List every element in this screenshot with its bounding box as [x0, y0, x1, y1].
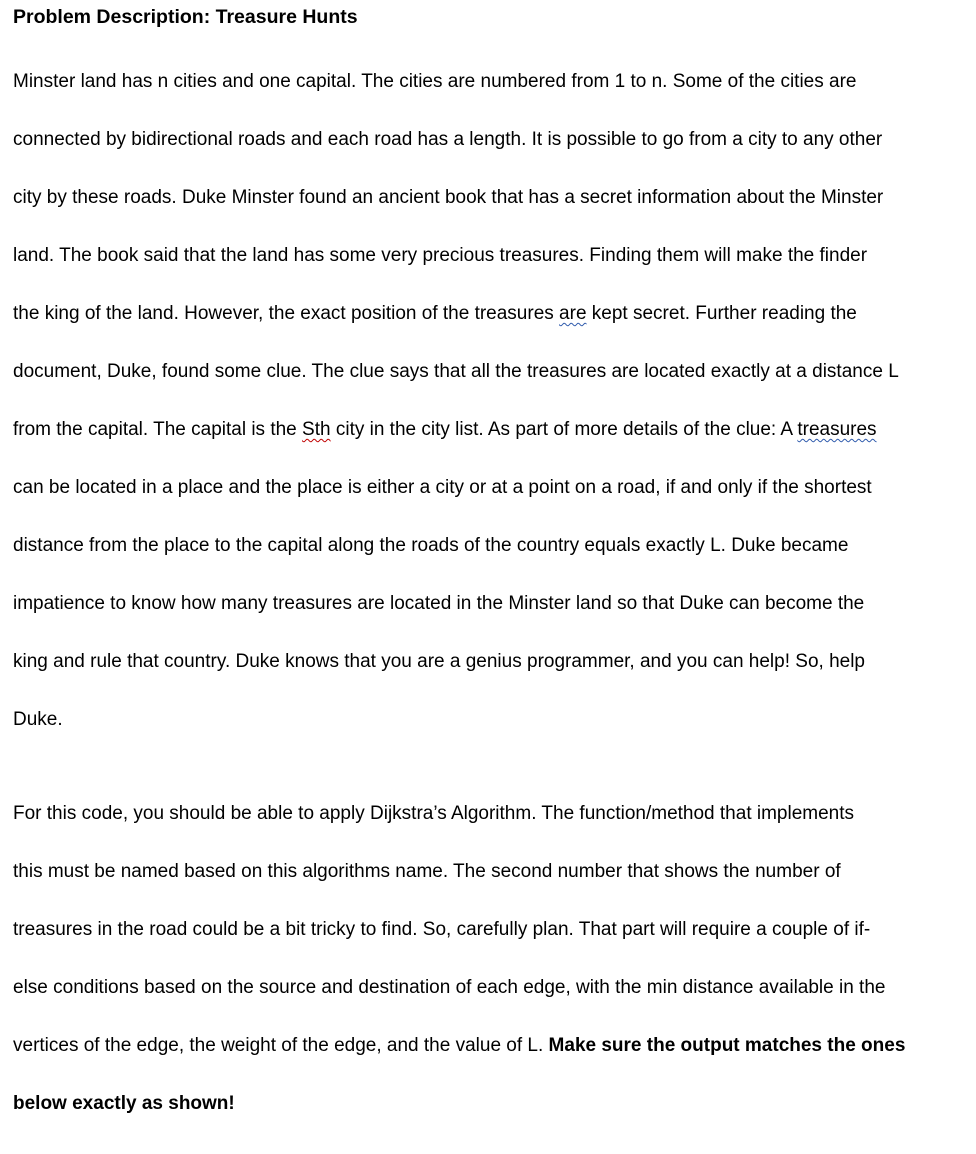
paragraph-problem-description — [13, 38, 958, 763]
text-line: land. The book said that the land has some very precious treasures. Finding them will make the finder — [13, 245, 868, 266]
text-line: treasures in the road could be a bit tricky to find. So, carefully plan. That part will require a couple of if- — [13, 919, 871, 940]
text-line: king and rule that country. Duke knows that you are a genius programmer, and you can help! So, help — [13, 651, 865, 672]
text-line: this must be named based on this algorithms name. The second number that shows the number of — [13, 861, 841, 882]
text-run: kept secret. Further reading the — [586, 303, 857, 324]
text-line: impatience to know how many treasures are located in the Minster land so that Duke can become the — [13, 593, 865, 614]
document-body — [13, 4, 958, 1154]
text-line: distance from the place to the capital along the roads of the country equals exactly L. Duke became — [13, 535, 849, 556]
text-run: vertices of the edge, the weight of the edge, and the value of L. — [13, 1035, 549, 1056]
grammar-flagged-word[interactable]: treasures — [797, 419, 877, 440]
paragraph-instructions — [13, 770, 958, 1147]
grammar-flagged-word[interactable]: are — [559, 303, 587, 324]
text-line — [13, 1089, 958, 1118]
text-run: the king of the land. However, the exact position of the treasures — [13, 303, 560, 324]
text-line: Duke. — [13, 709, 63, 730]
text-line: For this code, you should be able to apply Dijkstra’s Algorithm. The function/method that implements — [13, 803, 855, 824]
text-line: document, Duke, found some clue. The clue says that all the treasures are located exactly at a distance L — [13, 361, 899, 382]
text-line: city by these roads. Duke Minster found an ancient book that has a secret information about the Minster — [13, 187, 884, 208]
bold-emphasis: below exactly as shown! — [13, 1093, 235, 1114]
text-line: Minster land has n cities and one capital. The cities are numbered from 1 to n. Some of the cities are — [13, 71, 857, 92]
spelling-flagged-word[interactable]: Sth — [302, 419, 331, 440]
text-line: connected by bidirectional roads and each road has a length. It is possible to go from a city to any other — [13, 129, 883, 150]
text-run: city in the city list. As part of more details of the clue: A — [330, 419, 798, 440]
text-line — [13, 299, 958, 328]
text-line: else conditions based on the source and destination of each edge, with the min distance available in the — [13, 977, 886, 998]
text-run: from the capital. The capital is the — [13, 419, 303, 440]
bold-emphasis: Make sure the output matches the ones — [548, 1035, 906, 1056]
text-line: can be located in a place and the place is either a city or at a point on a road, if and only if the shortest — [13, 477, 872, 498]
text-line — [13, 415, 958, 444]
document-title: Problem Description: Treasure Hunts — [13, 6, 358, 28]
text-line — [13, 1031, 958, 1060]
